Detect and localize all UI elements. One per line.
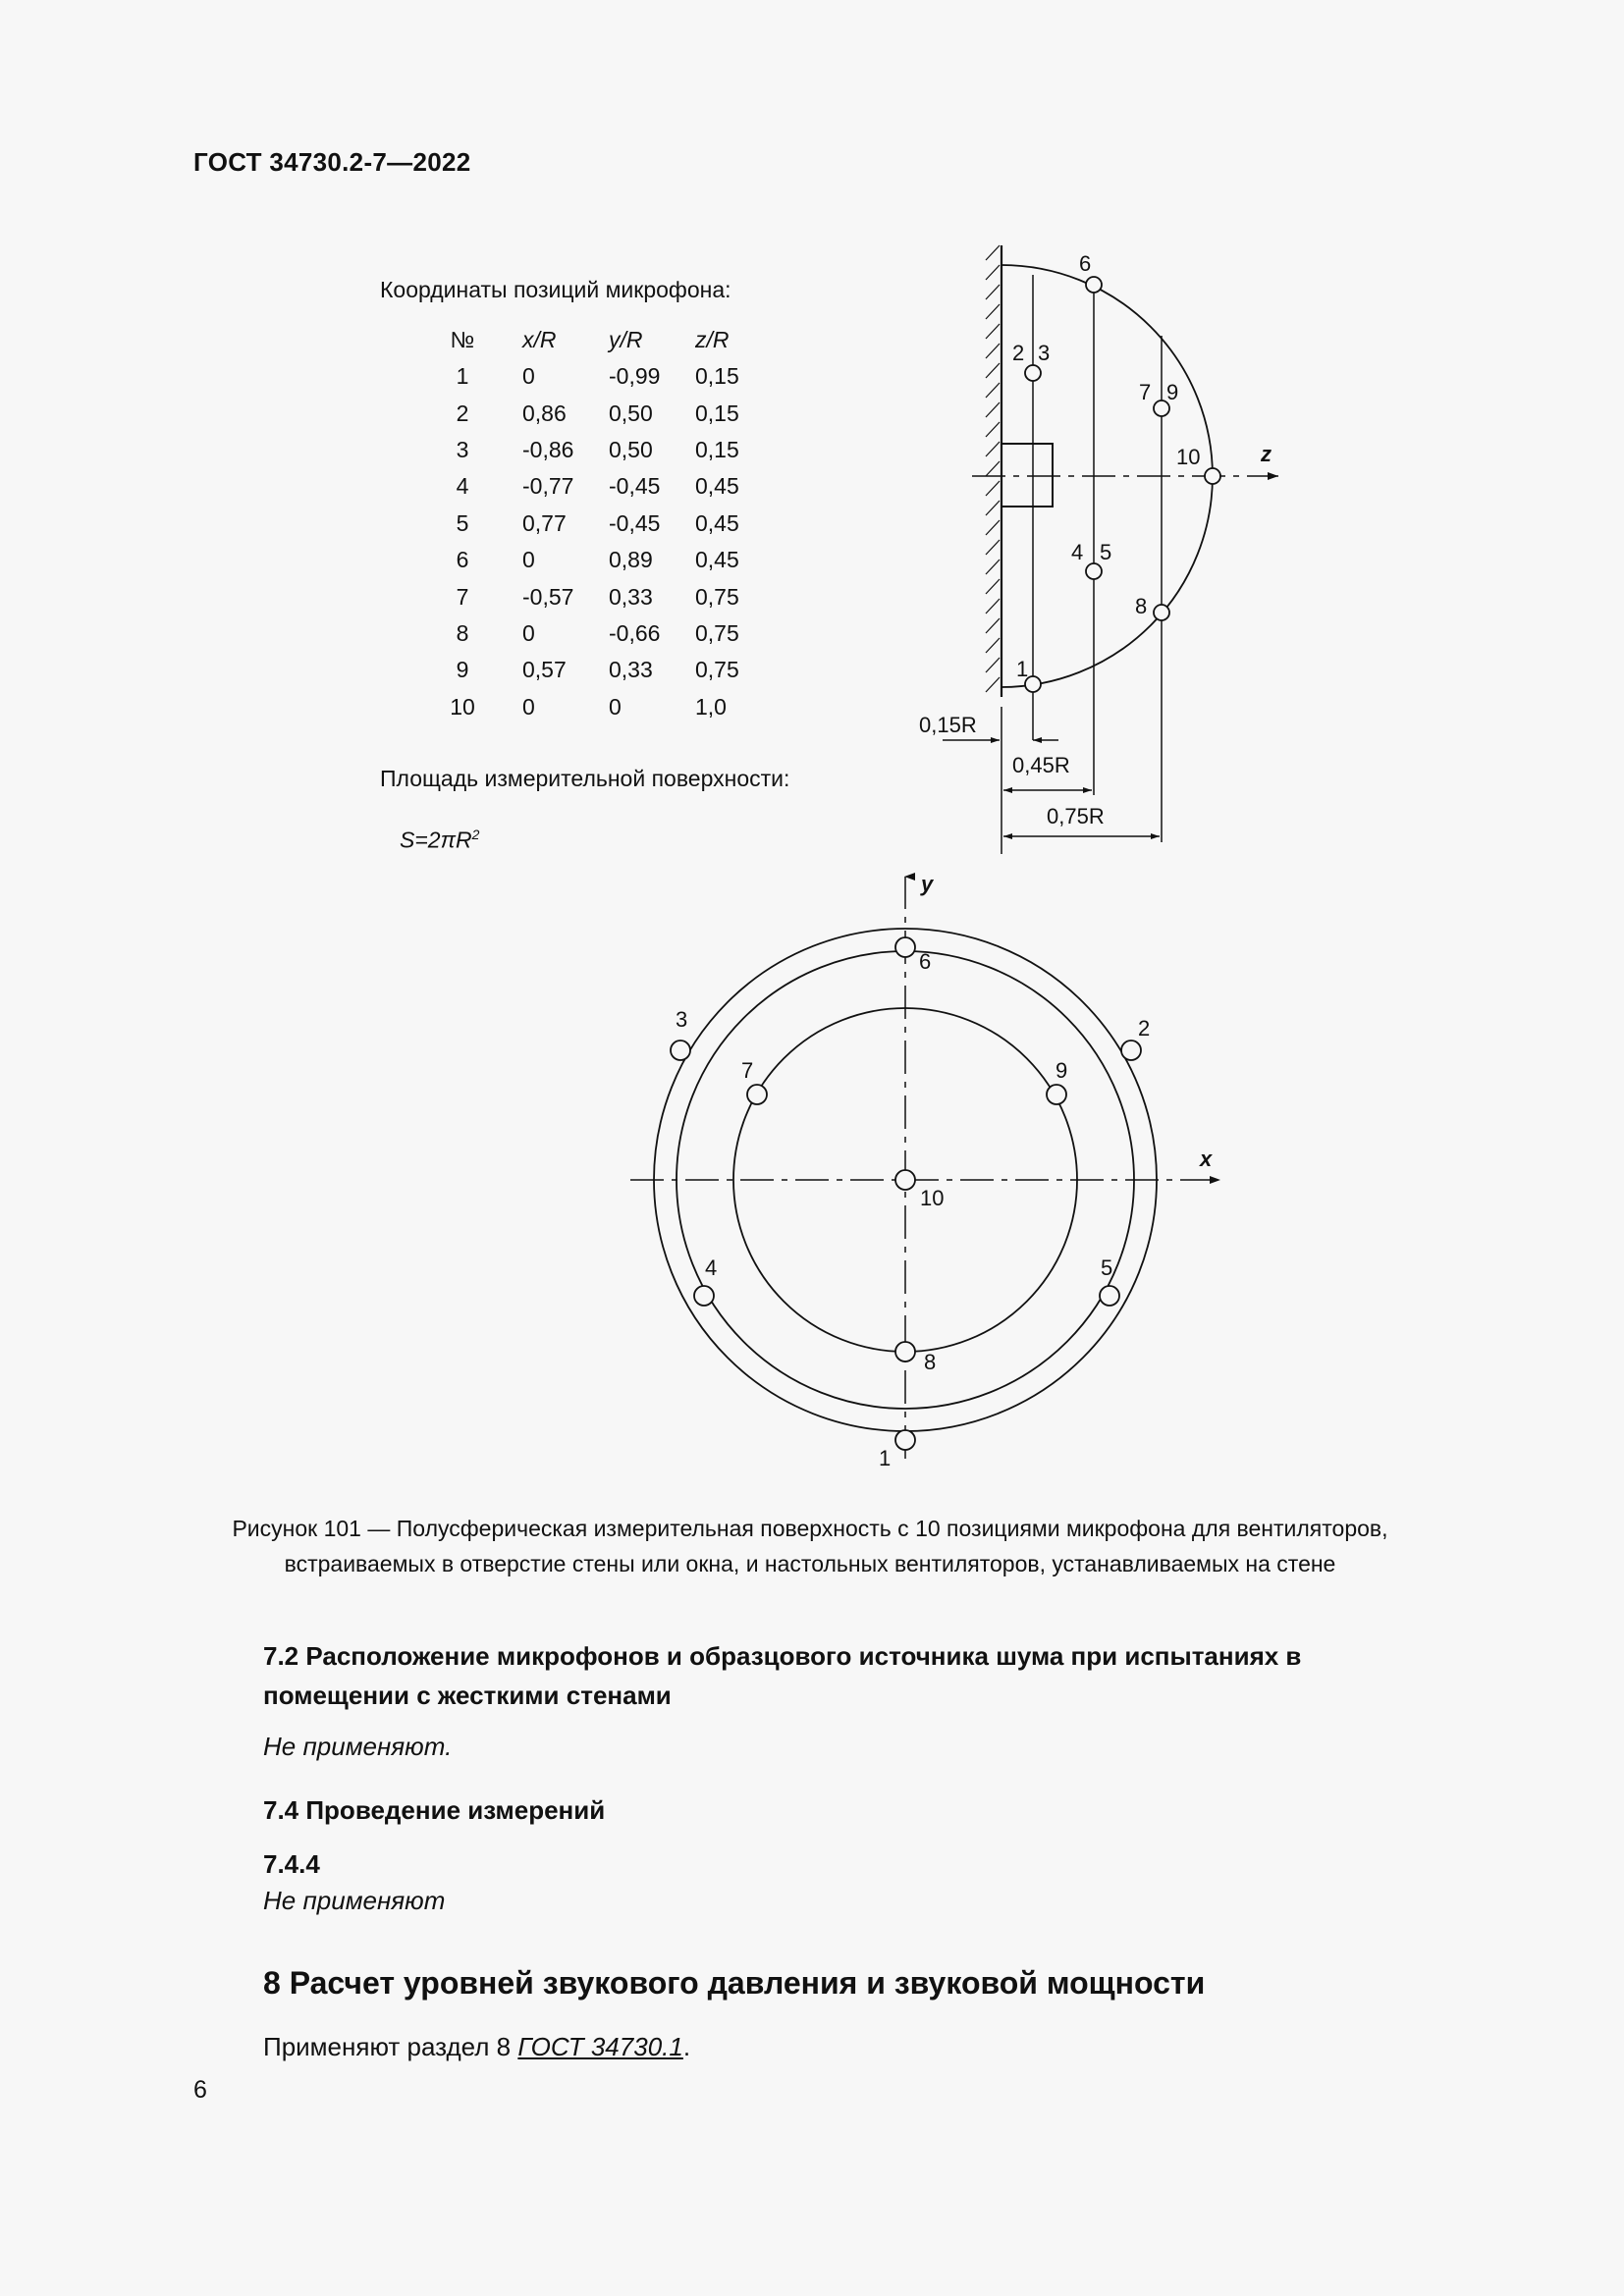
section-8-text-prefix: Применяют раздел 8: [263, 2032, 518, 2061]
side-point-4-5: [1086, 563, 1102, 579]
coordinates-cell: 0: [522, 363, 535, 390]
document-header-title: ГОСТ 34730.2-7—2022: [193, 147, 471, 177]
coordinates-cell: -0,77: [522, 473, 574, 500]
column-header: x/R: [522, 327, 557, 352]
side-label-10: 10: [1176, 445, 1201, 469]
coordinates-cell: -0,66: [609, 619, 661, 646]
column-header: y/R: [609, 327, 643, 352]
coordinates-cell: 10: [450, 693, 475, 720]
top-label-3: 3: [676, 1007, 688, 1032]
coordinates-cell: 4: [456, 473, 469, 500]
side-point-2-3: [1025, 365, 1041, 381]
section-7-4-4-text: Не применяют: [263, 1886, 446, 1915]
coordinates-cell: 0: [522, 619, 535, 646]
coordinates-cell: 0,75: [695, 619, 739, 646]
top-label-5: 5: [1101, 1255, 1113, 1280]
top-point-10: [895, 1170, 915, 1190]
formula-pi: π: [440, 827, 456, 853]
coordinates-cell: 0,45: [695, 473, 739, 500]
section-8-heading: 8 Расчет уровней звукового давления и звуковой мощности: [263, 1965, 1206, 2001]
coordinates-cell: 0,89: [609, 547, 653, 573]
top-point-7: [747, 1085, 767, 1104]
top-label-2: 2: [1138, 1016, 1151, 1041]
section-7-4-4-heading: 7.4.4: [263, 1849, 320, 1879]
top-point-2: [1121, 1041, 1141, 1060]
coordinates-cell: 0,45: [695, 509, 739, 536]
dim-label-045: 0,45R: [1012, 753, 1070, 777]
page-number: 6: [193, 2076, 207, 2104]
coordinates-cell: 7: [456, 583, 469, 610]
top-label-8: 8: [924, 1350, 937, 1374]
side-point-8: [1154, 605, 1169, 620]
side-label-4: 4: [1071, 540, 1084, 564]
top-point-5: [1100, 1286, 1119, 1306]
top-point-4: [694, 1286, 714, 1306]
coordinates-cell: 0,75: [695, 657, 739, 683]
side-label-5: 5: [1100, 540, 1112, 564]
coordinates-cell: 0,50: [609, 400, 653, 426]
section-8-text: [263, 2032, 690, 2062]
coordinates-cell: 0,15: [695, 436, 739, 462]
z-axis-label: z: [1261, 442, 1272, 466]
side-point-6: [1086, 277, 1102, 293]
side-label-7: 7: [1139, 380, 1152, 404]
side-label-9: 9: [1166, 380, 1179, 404]
coordinates-cell: 1,0: [695, 693, 727, 720]
side-label-6: 6: [1079, 251, 1092, 276]
top-point-1: [895, 1430, 915, 1450]
coordinates-cell: -0,45: [609, 509, 661, 536]
coordinates-cell: -0,86: [522, 436, 574, 462]
coordinates-cell: -0,57: [522, 583, 574, 610]
coordinates-cell: 0,57: [522, 657, 567, 683]
coordinates-cell: -0,45: [609, 473, 661, 500]
column-header: z/R: [695, 327, 730, 352]
wall-hatching: [986, 245, 1000, 692]
coordinates-cell: 0,75: [695, 583, 739, 610]
fan-box: [1001, 444, 1053, 507]
top-point-3: [671, 1041, 690, 1060]
coordinates-cell: 8: [456, 619, 469, 646]
x-axis-label: x: [1200, 1147, 1213, 1171]
formula-prefix: S=2: [400, 827, 441, 853]
top-point-9: [1047, 1085, 1066, 1104]
coordinates-cell: 0,15: [695, 400, 739, 426]
side-label-3: 3: [1038, 341, 1051, 365]
coordinates-cell: 9: [456, 657, 469, 683]
formula-r: R: [456, 827, 472, 853]
side-label-2: 2: [1012, 341, 1025, 365]
coordinates-cell: 0,45: [695, 547, 739, 573]
coordinates-cell: 0,86: [522, 400, 567, 426]
coordinates-title: Координаты позиций микрофона:: [380, 277, 731, 302]
top-label-1: 1: [879, 1446, 892, 1470]
top-label-9: 9: [1056, 1058, 1068, 1083]
formula-exponent: 2: [471, 827, 480, 842]
coordinates-cell: 0,50: [609, 436, 653, 462]
column-header: №: [450, 327, 475, 352]
top-label-6: 6: [919, 949, 932, 974]
coordinates-cell: 0,15: [695, 363, 739, 390]
coordinates-cell: -0,99: [609, 363, 661, 390]
top-label-4: 4: [705, 1255, 718, 1280]
y-axis-label: y: [921, 872, 934, 896]
section-7-2-text: Не применяют.: [263, 1732, 453, 1761]
coordinates-cell: 6: [456, 547, 469, 573]
figure-caption-line1: Рисунок 101 — Полусферическая измерительная поверхность с 10 позициями микрофона для вентиляторов,: [232, 1516, 1388, 1541]
coordinates-cell: 2: [456, 400, 469, 426]
coordinates-cell: 0,33: [609, 583, 653, 610]
top-point-8: [895, 1342, 915, 1362]
coordinates-cell: 0,33: [609, 657, 653, 683]
top-point-6: [895, 937, 915, 957]
coordinates-cell: 0: [522, 693, 535, 720]
section-7-4-heading: 7.4 Проведение измерений: [263, 1795, 606, 1825]
section-7-2-heading: 7.2 Расположение микрофонов и образцового источника шума при испытаниях в помещении с жесткими стенами: [263, 1641, 1302, 1710]
area-title: Площадь измерительной поверхности:: [380, 766, 790, 791]
coordinates-cell: 5: [456, 509, 469, 536]
side-point-10: [1205, 468, 1220, 484]
coordinates-cell: 0,77: [522, 509, 567, 536]
dim-label-015: 0,15R: [919, 713, 977, 737]
side-label-8: 8: [1135, 594, 1148, 618]
top-label-7: 7: [741, 1058, 754, 1083]
figure-caption-line2: встраиваемых в отверстие стены или окна, и настольных вентиляторов, устанавливаемых на стене: [284, 1551, 1336, 1576]
coordinates-cell: 0: [609, 693, 622, 720]
coordinates-cell: 3: [456, 436, 469, 462]
side-label-1: 1: [1016, 657, 1029, 681]
coordinates-cell: 0: [522, 547, 535, 573]
gost-reference-link[interactable]: ГОСТ 34730.1: [517, 2032, 683, 2061]
coordinates-cell: 1: [456, 363, 469, 390]
dim-label-075: 0,75R: [1047, 804, 1105, 828]
section-8-text-suffix: .: [682, 2032, 691, 2061]
top-label-10: 10: [920, 1186, 945, 1210]
